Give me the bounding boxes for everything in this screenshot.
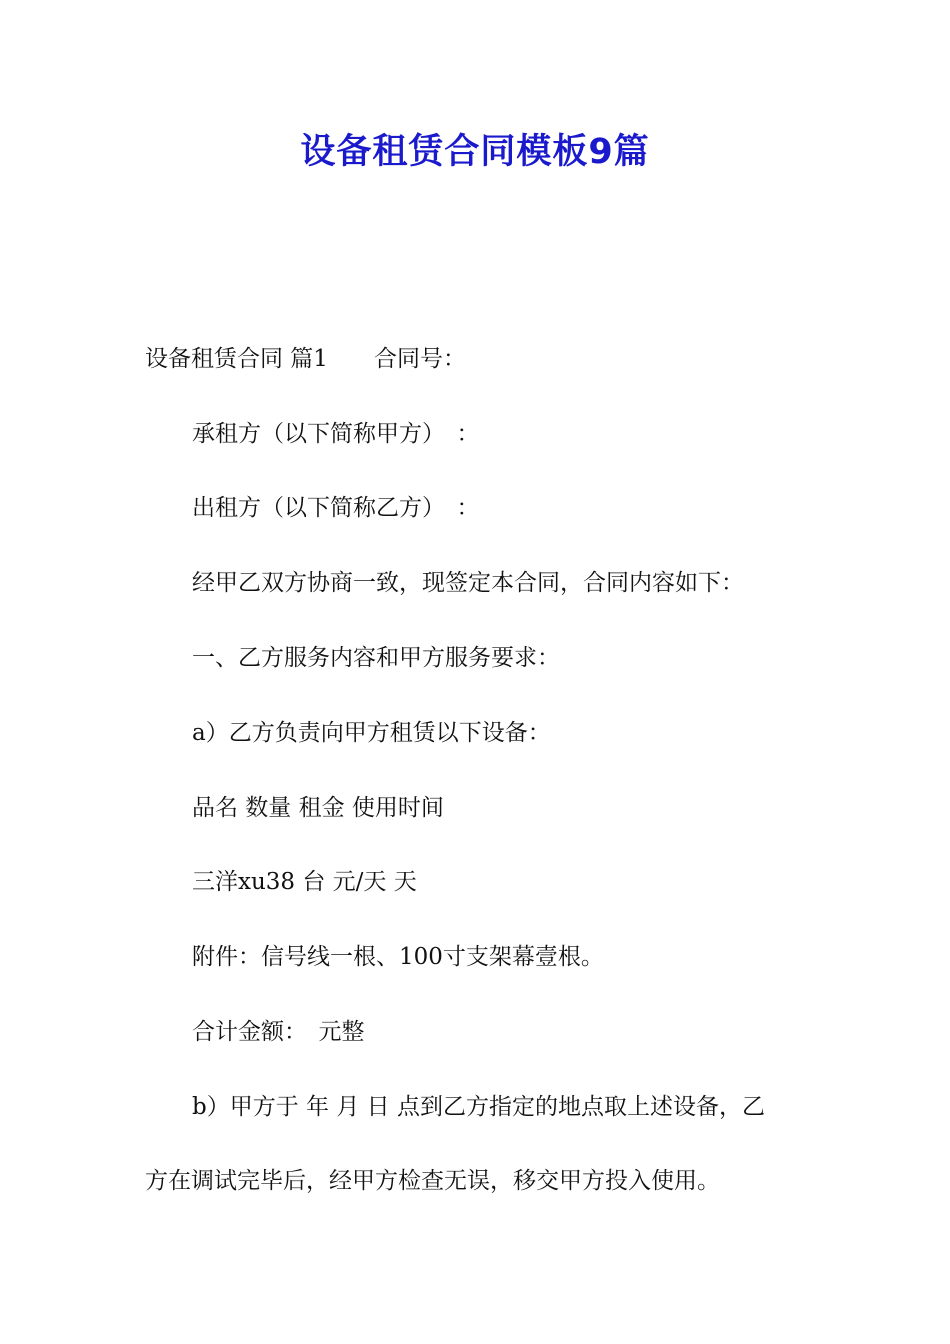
section-heading: [145, 343, 466, 375]
section-heading-title: 设备租赁合同 篇1: [145, 346, 328, 372]
paragraph-attachments: 附件：信号线一根、100寸支架幕壹根。: [192, 944, 604, 970]
paragraph-columns: 品名 数量 租金 使用时间: [192, 795, 444, 821]
document-title: 设备租赁合同模板9篇: [300, 132, 650, 172]
paragraph-item-a: a）乙方负责向甲方租赁以下设备：: [192, 720, 551, 746]
paragraph-equipment: 三洋xu38 台 元/天 天: [192, 869, 417, 895]
paragraph-item-b: b）甲方于 年 月 日 点到乙方指定的地点取上述设备，乙: [192, 1094, 765, 1120]
paragraph-agreement: 经甲乙双方协商一致，现签定本合同，合同内容如下：: [192, 570, 744, 596]
paragraph-section-one: 一、乙方服务内容和甲方服务要求：: [192, 645, 560, 671]
paragraph-lessee: 承租方（以下简称甲方） ：: [192, 421, 480, 447]
paragraph-item-b-continued: 方在调试完毕后，经甲方检查无误，移交甲方投入使用。: [145, 1168, 720, 1194]
paragraph-total: 合计金额： 元整: [192, 1019, 365, 1045]
paragraph-lessor: 出租方（以下简称乙方） ：: [192, 495, 480, 521]
contract-number-label: 合同号：: [373, 346, 466, 372]
